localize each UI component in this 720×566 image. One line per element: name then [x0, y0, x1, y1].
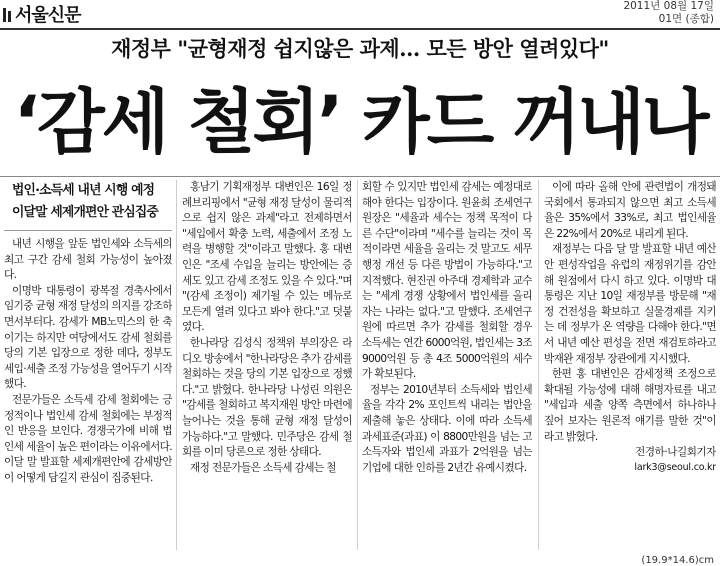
article-headline: ‘감세 철회’ 카드 꺼내나: [13, 81, 707, 163]
logo-icon: [3, 8, 13, 22]
newspaper-logo: [3, 1, 81, 27]
paragraph: 회할 수 있지만 법인세 감세는 예정대로 해야 한다는 입장이다. 원윤희 조세연구원장은 "세율과 세수는 정책 목적이 다른 수단"이라며 "세수를 늘리는 것이 목적이라면 세율을 올리는 것 말고도 세무행정 개선 등 다른 방법이 가능하다."고 지적했다. 현진권 아주대 경제학과 교수는 "세계 경쟁 상황에서 법인세를 올리자는 나라는 없다."고 말했다. 조세연구원에 따르면 추가 감세를 철회할 경우 소득세는 연간 6000억원, 법인세는 3조 9000억원 등 총 4조 5000억원의 세수가 확보된다.: [362, 181, 532, 381]
paragraph: 이에 따라 올해 안에 관련법이 개정돼 국회에서 통과되지 않으면 최고 소득세율은 35%에서 33%로, 최고 법인세율은 22%에서 20%로 내리게 된다.: [544, 181, 716, 240]
kicker-line-1: 법인·소득세 내년 시행 예정: [12, 183, 155, 198]
article-column-3: [362, 180, 532, 552]
paragraph: 재정 전문가들은 소득세 감세는 철: [190, 461, 336, 474]
column-divider: [538, 180, 539, 550]
kicker-line-2: 이달말 세제개편안 관심집중: [12, 205, 159, 220]
page-label: 01면 (종합): [658, 13, 714, 25]
header-rule: [0, 28, 720, 30]
clipping-size: (19.9*14.6)cm: [641, 555, 714, 566]
issue-meta: [623, 0, 714, 26]
logo-text: 서울신문: [15, 5, 81, 26]
author-email[interactable]: lark3@seoul.co.kr: [634, 462, 716, 474]
paragraph: 내년 시행을 앞둔 법인세와 소득세의 최고 구간 감세 철회 가능성이 높아졌다.: [4, 238, 172, 282]
page-header: [0, 0, 720, 26]
article-column-1: [4, 180, 172, 552]
headline-rule: [0, 176, 720, 177]
paragraph: 재정부는 다음 달 말 발표할 내년 예산안 편성작업을 유럽의 재정위기를 감안해 원점에서 다시 하고 있다. 이명박 대통령은 지난 10일 재정부를 방문해 "재정 건전성을 확보하고 실물경제를 지키는 데 정부가 온 역량을 다해야 한다."면서 내년 예산 편성을 전면 재검토하라고 박재완 재정부 장관에게 지시했다.: [544, 243, 716, 365]
paragraph: 홍남기 기획재정부 대변인은 16일 정례브리핑에서 "균형 재정 달성이 물리적으로 쉽지 않은 과제"라고 전제하면서 "세입에서 확충 노력, 세출에서 조정 노력을 병행할 것"이라고 말했다. 홍 대변인은 "조세 수입을 늘리는 방안에는 증세도 있고 감세 조정도 있을 수 있다."며 "(감세 조정이) 제기될 수 있는 메뉴로 모든게 열려 있다고 봐야 한다."고 덧붙였다.: [182, 181, 352, 334]
issue-date: 2011년 08월 17일: [623, 0, 714, 12]
column-divider: [357, 180, 358, 550]
byline: 전경하·나길회기자: [635, 446, 716, 459]
paragraph: 한편 홍 대변인은 감세정책 조정으로 확대될 가능성에 대해 해명자료를 내고 "세입과 세출 양쪽 측면에서 하나하나 짚어 보자는 원론적 얘기를 말한 것"이라고 밝혔다.: [544, 368, 716, 443]
article-column-2: [182, 180, 352, 552]
paragraph: 한나라당 김성식 정책위 부의장은 라디오 방송에서 "한나라당은 추가 감세를 철회하는 것을 당의 기본 입장으로 정했다."고 밝혔다. 한나라당 나성린 의원은 "감세를 철회하고 복지재원 방안 마련에 늘어나는 것을 통해 균형 재정 달성이 가능하다."고 말했다. 민주당은 감세 철회를 이미 당론으로 정한 상태다.: [182, 336, 352, 459]
kicker-block: [4, 180, 172, 231]
paragraph: 전문가들은 소득세 감세 철회에는 긍정적이나 법인세 감세 철회에는 부정적인 반응을 보인다. 경쟁국가에 비해 법인세 세율이 높은 편이라는 이유에서다. 이달 말 발표할 세제개편안에 감세방안이 어떻게 담길지 관심이 집중된다.: [4, 393, 172, 484]
paragraph: 정부는 2010년부터 소득세와 법인세율을 각각 2% 포인트씩 내리는 법안을 제출해 놓은 상태다. 이에 따라 소득세 과세표준(과표) 이 8800만원을 넘는 고소득자와 법인세 과표가 2억원을 넘는 기업에 대한 인하를 2년간 유예시켰다.: [362, 383, 532, 474]
paragraph: 이명박 대통령이 광복절 경축사에서 임기중 균형 재정 달성의 의지를 강조하면서부터다. 감세가 MB노믹스의 한 축이기는 하지만 여당에서도 감세 철회를 당의 기본 입장으로 정한 데다, 정부도 세입·세출 조정 가능성을 열어두기 시작했다.: [4, 284, 172, 391]
article-subhead: 재정부 "균형재정 쉽지않은 과제… 모든 방안 열려있다": [111, 36, 609, 61]
article-column-4: [544, 180, 716, 552]
column-divider: [176, 180, 177, 550]
